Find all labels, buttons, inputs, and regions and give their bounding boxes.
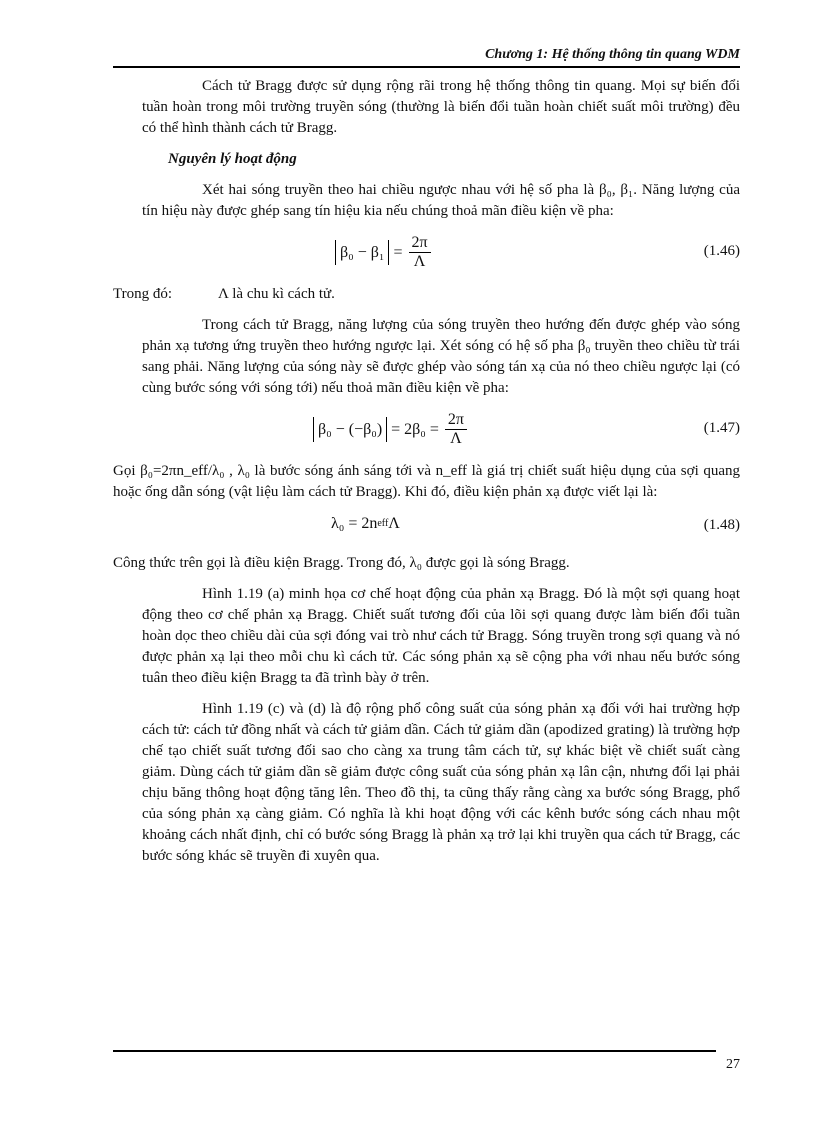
footer-divider [113, 1050, 716, 1052]
eq2-number: (1.47) [703, 420, 740, 436]
paragraph-phase-condition: Xét hai sóng truyền theo hai chiều ngược nhau với hệ số pha là β₀, β₁. Năng lượng của tín hiệu này được ghép sang tín hiệu kia nếu chúng thoả mãn điều kiện về pha: [142, 182, 740, 219]
eq2-numerator: 2π [445, 411, 467, 430]
chapter-header: Chương 1: Hệ thống thông tin quang WDM [485, 47, 740, 62]
paragraph-bragg-coupling: Trong cách tử Bragg, năng lượng của sóng truyền theo hướng đến được ghép vào sóng phản xạ tương ứng truyền theo hướng ngược lại. Xét sóng có hệ số pha β₀ truyền theo chiều từ trái sang phải. Năng lượng của sóng này sẽ được ghép vào sóng tán xạ của nó theo chiều ngược lại (có cùng bước sóng với sóng tới) nếu thoả mãn điều kiện về pha: [142, 317, 740, 396]
page-body [113, 76, 740, 867]
section-subheading: Nguyên lý hoạt động [168, 151, 297, 167]
eq3-tail: Λ [388, 515, 400, 532]
eq2-lhs: β₀ − (−β₀) [313, 417, 387, 442]
where-clause [113, 284, 740, 305]
eq2-middle: = 2β₀ = [391, 421, 439, 438]
equation-1-47 [113, 407, 740, 451]
header-divider [113, 66, 740, 68]
paragraph-figure-cd: Hình 1.19 (c) và (d) là độ rộng phổ công suất của sóng phản xạ đối với hai trường hợp cách tử: cách tử đồng nhất và cách tử giảm dần. Cách tử giảm dần (apodized grating) là trường hợp chế tạo chiết suất tương đối sao cho càng xa trung tâm cách tử, sự khác biệt về chiết suất càng giảm. Dùng cách tử giảm dần sẽ giảm được công suất của sóng phản xạ lân cận, nhưng đổi lại phải chịu băng thông hoạt động tăng lên. Theo đồ thị, ta cũng thấy rằng càng xa bước sóng Bragg, phổ của sóng phản xạ càng giảm. Có nghĩa là khi hoạt động với các kênh bước sóng cách nhau một khoảng cách nhất định, chỉ có bước sóng Bragg là phản xạ trở lại khi truyền qua cách tử Bragg, các bước sóng khác sẽ truyền đi xuyên qua. [142, 701, 740, 864]
where-text: Λ là chu kì cách tử. [218, 286, 335, 302]
paragraph-figure-a: Hình 1.19 (a) minh họa cơ chế hoạt động của phản xạ Bragg. Đó là một sợi quang hoạt động theo cơ chế phản xạ Bragg. Chiết suất tương đối của lõi sợi quang được làm biến đổi tuần hoàn dọc theo chiều dài của sợi đóng vai trò như cách tử Bragg. Sóng truyền trong sợi quang và nó được phản xạ lại theo mỗi chu kì cách tử. Các sóng phản xạ sẽ cộng pha với nhau nếu bước sóng tuân theo điều kiện Bragg ta đã trình bày ở trên. [142, 586, 740, 686]
eq2-denominator: Λ [450, 430, 462, 447]
eq3-expr: λ₀ = 2n [331, 515, 378, 532]
paragraph-bragg-condition: Công thức trên gọi là điều kiện Bragg. Trong đó, λ₀ được gọi là sóng Bragg. [113, 555, 570, 571]
paragraph-definitions: Gọi β₀=2πn_eff/λ₀ , λ₀ là bước sóng ánh sáng tới và n_eff là giá trị chiết suất hiệu dụng của sợi quang hoặc ống dẫn sóng (vật liệu làm cách tử Bragg). Khi đó, điều kiện phản xạ được viết lại là: [113, 463, 740, 500]
equation-1-46: β₀ − β₁ = $\frac{2\pi}{\Lambda}$ (1.46) [113, 230, 740, 274]
equation-1-48 [113, 511, 740, 543]
page-number: 27 [726, 1057, 740, 1072]
eq3-number: (1.48) [703, 517, 740, 533]
eq1-denominator: Λ [413, 253, 426, 270]
eq3-sub: eff [377, 518, 389, 529]
eq1-lhs: β₀ − β₁ [335, 240, 389, 265]
intro-paragraph: Cách tử Bragg được sử dụng rộng rãi trong hệ thống thông tin quang. Mọi sự biến đổi tuần hoàn trong môi trường truyền sóng (thường là biến đổi tuần hoàn chiết suất môi trường) đều có thể hình thành cách tử Bragg. [142, 78, 740, 136]
eq1-numerator: 2π [409, 234, 431, 253]
where-label: Trong đó: [113, 286, 173, 302]
eq1-number: (1.46) [703, 243, 740, 259]
